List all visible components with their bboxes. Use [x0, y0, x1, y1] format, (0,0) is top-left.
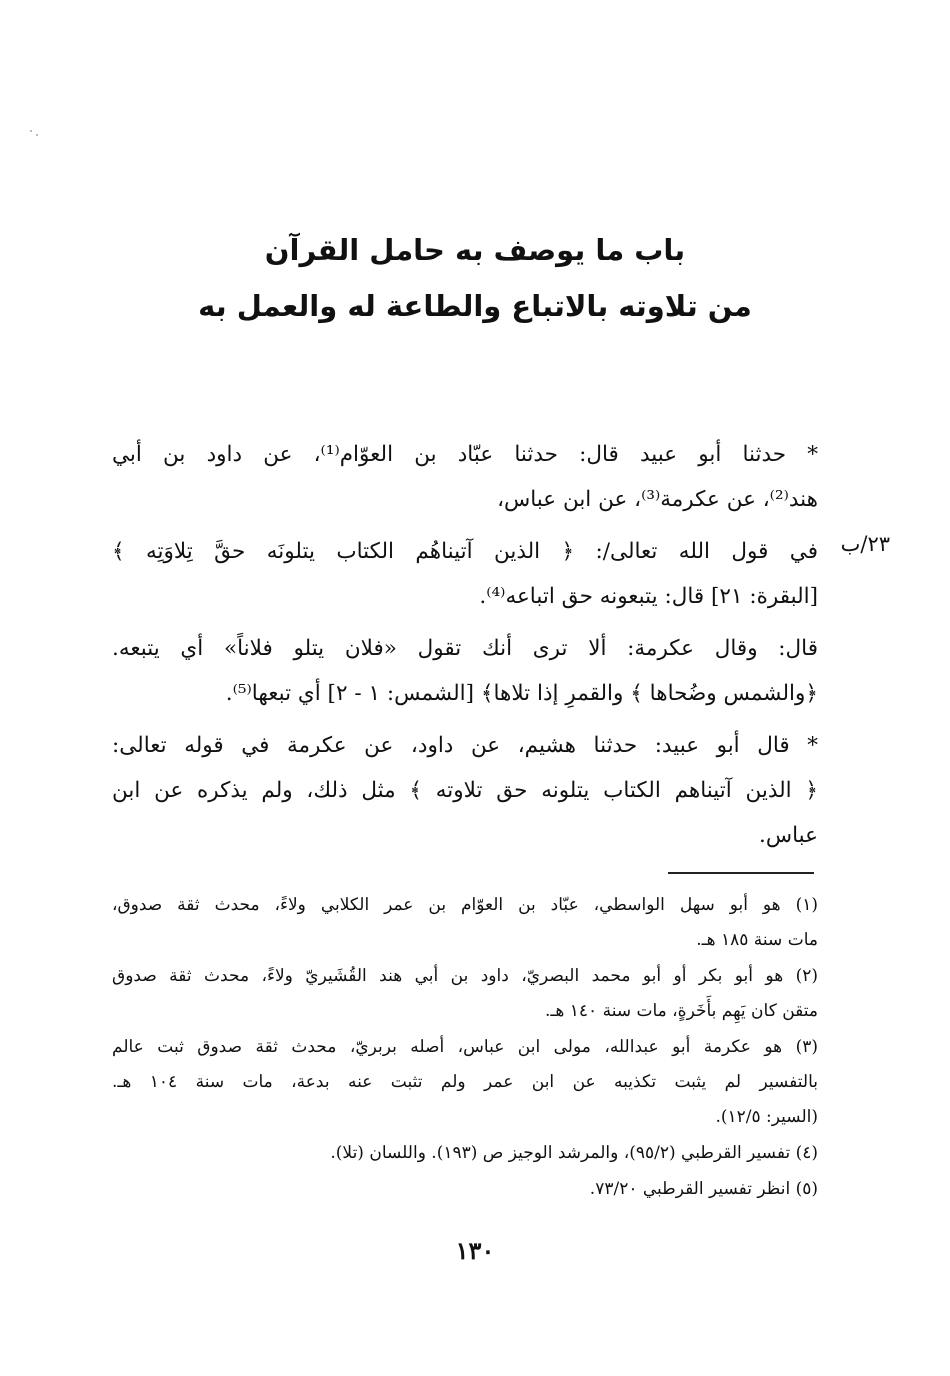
text-line: [البقرة: ٢١] قال: يتبعونه حق اتباعه⁽⁴⁾. [479, 584, 818, 609]
footnote-line: (٢) هو أبو بكر أو أبو محمد البصريّ، داود بن أبي هند القُشَيريّ ولاءً، محدث ثقة صدوق [112, 966, 818, 986]
chapter-heading [100, 222, 850, 334]
footnote-5 [112, 1172, 818, 1207]
chapter-heading-line-1: باب ما يوصف به حامل القرآن [264, 233, 686, 267]
footnotes [112, 888, 818, 1208]
footnote-line: متقن كان يَهِم بأَخَرةٍ، مات سنة ١٤٠ هـ. [545, 1001, 818, 1021]
paragraph-3 [112, 626, 818, 716]
footnote-line: (٣) هو عكرمة أبو عبدالله، مولى ابن عباس، أصله بربريّ، محدث ثقة صدوق ثبت عالم [112, 1037, 818, 1057]
footnote-line: (٤) تفسير القرطبي (٩٥/٢)، والمرشد الوجيز ص (١٩٣). واللسان (تلا). [330, 1143, 818, 1163]
footnote-4 [112, 1136, 818, 1171]
text-line: ﴿والشمس وضُحاها ﴾ والقمرِ إذا تلاها﴾ [الشمس: ١ - ٢] أي تبعها⁽⁵⁾. [225, 681, 818, 706]
footnote-line: مات سنة ١٨٥ هـ. [696, 930, 818, 950]
paragraph-2 [112, 529, 818, 619]
text-line: هند⁽²⁾، عن عكرمة⁽³⁾، عن ابن عباس، [497, 487, 818, 512]
scan-speck [30, 130, 32, 132]
marginal-folio-note: ٢٣/ب [840, 532, 890, 556]
paragraph-4 [112, 723, 818, 858]
text-line: ﴿ الذين آتيناهم الكتاب يتلونه حق تلاوته ﴾ مثل ذلك، ولم يذكره عن ابن [112, 778, 818, 803]
footnote-2 [112, 959, 818, 1029]
text-line: قال: وقال عكرمة: ألا ترى أنك تقول «فلان يتلو فلاناً» أي يتبعه. [112, 636, 818, 661]
scan-speck [36, 134, 38, 136]
footnote-3 [112, 1030, 818, 1135]
footnote-1 [112, 888, 818, 958]
paragraph-1 [112, 432, 818, 522]
footnote-separator [668, 872, 814, 874]
main-text [112, 432, 818, 865]
footnote-line: (٥) انظر تفسير القرطبي ٧٣/٢٠. [589, 1179, 818, 1199]
text-line: * حدثنا أبو عبيد قال: حدثنا عبّاد بن العوّام⁽¹⁾، عن داود بن أبي [112, 442, 819, 467]
footnote-line: بالتفسير لم يثبت تكذيبه عن ابن عمر ولم تثبت عنه بدعة، مات سنة ١٠٤ هـ. [112, 1072, 818, 1092]
text-line: في قول الله تعالى/: ﴿ الذين آتيناهُم الكتاب يتلونَه حقَّ تِلاوَتِه ﴾ [112, 539, 818, 564]
chapter-heading-line-2: من تلاوته بالاتباع والطاعة له والعمل به [198, 289, 752, 323]
page-number: ١٣٠ [455, 1236, 495, 1265]
text-line: * قال أبو عبيد: حدثنا هشيم، عن داود، عن عكرمة في قوله تعالى: [112, 733, 818, 758]
footnote-line: (١) هو أبو سهل الواسطي، عبّاد بن العوّام بن عمر الكلابي ولاءً، محدث ثقة صدوق، [112, 895, 818, 915]
text-line: عباس. [759, 823, 818, 848]
footnote-line: (السير: ١٢/٥). [715, 1107, 818, 1127]
